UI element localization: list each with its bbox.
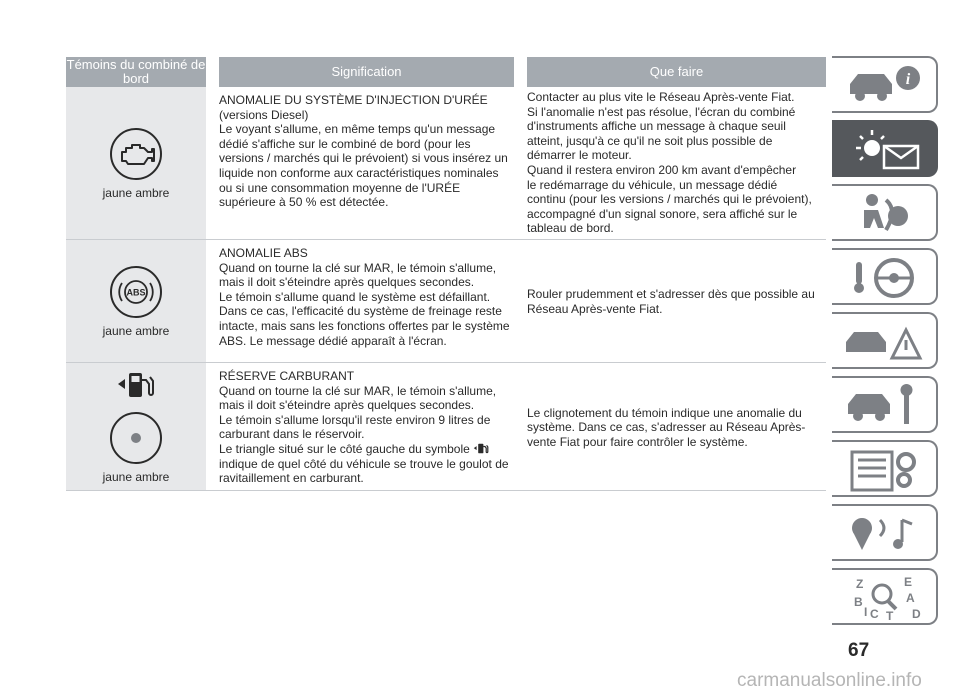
meaning-line: intacte, mais sans les fonctions offertes par le système <box>219 318 510 333</box>
maintenance-icon <box>842 382 928 430</box>
engine-check-icon <box>108 126 164 182</box>
action-line: Quand il restera environ 200 km avant d'empêcher <box>527 162 797 177</box>
action-line: tableau de bord. <box>527 221 614 236</box>
action-line: accompagné d'un signal sonore, sera affiché sur le <box>527 206 798 221</box>
meaning-cell <box>219 240 514 362</box>
table-row <box>66 363 826 491</box>
meaning-line: ravitaillement en carburant. <box>219 471 364 486</box>
action-cell <box>527 363 826 490</box>
emergency-icon <box>842 318 928 366</box>
meaning-line: (versions Diesel) <box>219 107 309 122</box>
tab-starting-driving[interactable] <box>832 248 938 305</box>
tab-emergency[interactable] <box>832 312 938 369</box>
color-label: jaune ambre <box>102 469 170 484</box>
color-label: jaune ambre <box>102 186 170 200</box>
multimedia-icon <box>842 510 928 558</box>
abs-icon <box>108 264 164 320</box>
action-line: démarrer le moteur. <box>527 148 632 163</box>
meaning-line: ANOMALIE DU SYSTÈME D'INJECTION D'URÉE <box>219 93 488 107</box>
meaning-line: liquide non conforme aux caractéristiques nominales <box>219 165 499 180</box>
meaning-cell <box>219 87 514 239</box>
fuel-pump-inline-icon <box>473 442 489 455</box>
meaning-line <box>219 442 514 457</box>
warning-light-bulb-icon <box>108 410 164 466</box>
tab-index[interactable] <box>832 568 938 625</box>
meaning-line: Le voyant s'allume, en même temps qu'un message <box>219 122 496 137</box>
index-letter: B <box>854 595 863 609</box>
action-line: Le clignotement du témoin indique une anomalie du <box>527 405 802 420</box>
page-number: 67 <box>848 640 870 661</box>
action-line: Réseau Après-vente Fiat. <box>527 302 663 316</box>
abs-icon-text: ABS <box>126 287 146 298</box>
action-line: Contacter au plus vite le Réseau Après-vente Fiat. <box>527 90 795 104</box>
safety-icon <box>842 190 928 238</box>
meaning-line: Quand on tourne la clé sur MAR, le témoin s'allume, <box>219 260 497 275</box>
tab-car-info[interactable] <box>832 56 938 113</box>
index-letter: E <box>904 575 913 589</box>
warning-light-cell <box>66 87 206 239</box>
color-label: jaune ambre <box>102 324 170 338</box>
header-meaning: Signification <box>219 57 514 87</box>
index-letter: A <box>906 591 915 605</box>
action-line: d'instruments affiche un message à chaque seuil <box>527 119 786 134</box>
action-cell <box>527 87 826 239</box>
meaning-line: ou si une consommation moyenne de l'URÉE <box>219 180 461 195</box>
meaning-line: supérieure à 50 % est détectée. <box>219 195 389 210</box>
fuel-reserve-icon <box>116 370 156 400</box>
table-header <box>66 57 826 87</box>
meaning-line: ANOMALIE ABS <box>219 246 308 260</box>
action-line: continu (pour les versions / marchés qui le prévoient), <box>527 192 812 207</box>
index-letter: I <box>864 605 868 619</box>
action-line: vente Fiat pour faire contrôler le système. <box>527 434 748 449</box>
tab-technical-data[interactable] <box>832 440 938 497</box>
warning-lights-table <box>66 57 826 491</box>
table-row <box>66 240 826 363</box>
header-warning-lights: Témoins du combiné de bord <box>66 57 206 86</box>
meaning-line: mais il doit s'éteindre après quelques secondes. <box>219 275 475 290</box>
tab-safety[interactable] <box>832 184 938 241</box>
meaning-line: versions / marchés qui le prévoient) si vous insérez un <box>219 151 508 166</box>
action-line: Rouler prudemment et s'adresser dès que possible au <box>527 287 815 302</box>
warning-light-cell <box>66 240 206 362</box>
meaning-line: Le témoin s'allume lorsqu'il reste environ 9 litres de <box>219 412 491 427</box>
svg-text:i: i <box>905 71 911 88</box>
meaning-line: Quand on tourne la clé sur MAR, le témoin s'allume, <box>219 383 497 398</box>
meaning-line: Dans ce cas, l'efficacité du système de freinage reste <box>219 304 502 319</box>
action-line: atteint, jusqu'à ce qu'il ne soit plus possible de <box>527 133 773 148</box>
tab-maintenance[interactable] <box>832 376 938 433</box>
meaning-text: Le triangle situé sur le côté gauche du symbole <box>219 441 470 456</box>
index-letter: D <box>912 607 921 621</box>
action-line: Si l'anomalie n'est pas résolue, l'écran du combiné <box>527 104 796 119</box>
meaning-line: mais il doit s'éteindre après quelques secondes. <box>219 398 475 413</box>
warning-lights-icon <box>842 126 928 174</box>
meaning-line: dédié s'affiche sur le combiné de bord (pour les <box>219 136 471 151</box>
watermark: carmanualsonline.info <box>737 670 922 691</box>
header-action: Que faire <box>527 57 826 87</box>
meaning-line: ABS. Le message dédié apparaît à l'écran. <box>219 333 447 348</box>
index-letter: T <box>886 609 894 622</box>
meaning-line: RÉSERVE CARBURANT <box>219 369 355 383</box>
meaning-line: Le témoin s'allume quand le système est défaillant. <box>219 289 491 304</box>
starting-driving-icon <box>842 254 928 302</box>
action-line: le redémarrage du véhicule, un message dédié <box>527 177 778 192</box>
index-letter: C <box>870 607 879 621</box>
technical-data-icon <box>842 446 928 494</box>
warning-light-cell <box>66 363 206 490</box>
meaning-cell <box>219 363 514 490</box>
tab-warning-lights[interactable] <box>832 120 938 177</box>
car-info-icon <box>842 62 928 110</box>
meaning-line: indique de quel côté du véhicule se trouve le goulot de <box>219 456 509 471</box>
action-line: système. Dans ce cas, s'adresser au Réseau Après- <box>527 420 806 435</box>
table-row <box>66 87 826 240</box>
meaning-line: carburant dans le réservoir. <box>219 427 365 442</box>
index-icon <box>842 574 928 622</box>
tab-multimedia[interactable] <box>832 504 938 561</box>
action-cell <box>527 240 826 362</box>
index-letter: Z <box>856 577 864 591</box>
